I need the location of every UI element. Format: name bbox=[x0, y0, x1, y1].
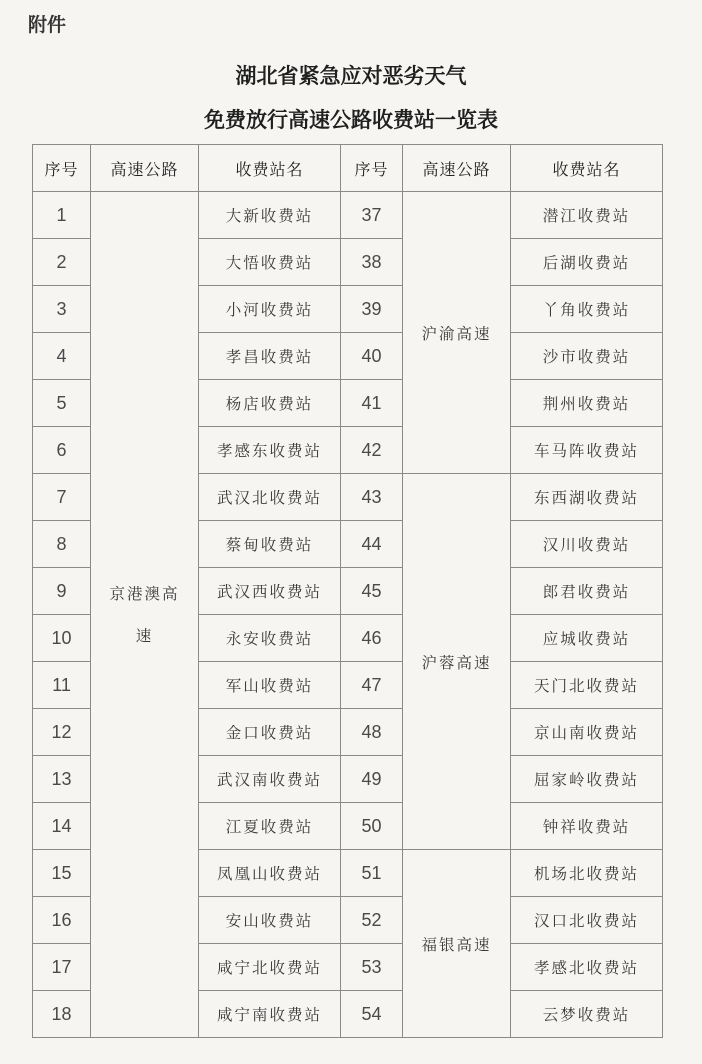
attachment-label: 附件 bbox=[28, 14, 67, 36]
header-highway-left: 高速公路 bbox=[91, 145, 199, 192]
station-name-right: 潜江收费站 bbox=[511, 192, 663, 239]
station-name-right: 沙市收费站 bbox=[511, 333, 663, 380]
station-name-left: 咸宁南收费站 bbox=[199, 991, 341, 1038]
seq-number-left: 2 bbox=[33, 239, 91, 286]
seq-number-right: 43 bbox=[341, 474, 403, 521]
station-name-right: 机场北收费站 bbox=[511, 850, 663, 897]
seq-number-right: 41 bbox=[341, 380, 403, 427]
station-name-left: 武汉南收费站 bbox=[199, 756, 341, 803]
station-name-right: 车马阵收费站 bbox=[511, 427, 663, 474]
station-name-right: 丫角收费站 bbox=[511, 286, 663, 333]
seq-number-right: 51 bbox=[341, 850, 403, 897]
seq-number-left: 7 bbox=[33, 474, 91, 521]
station-name-left: 蔡甸收费站 bbox=[199, 521, 341, 568]
station-name-left: 永安收费站 bbox=[199, 615, 341, 662]
seq-number-right: 44 bbox=[341, 521, 403, 568]
header-station-left: 收费站名 bbox=[199, 145, 341, 192]
seq-number-left: 15 bbox=[33, 850, 91, 897]
seq-number-right: 54 bbox=[341, 991, 403, 1038]
station-name-right: 应城收费站 bbox=[511, 615, 663, 662]
seq-number-left: 16 bbox=[33, 897, 91, 944]
document-title-line1: 湖北省紧急应对恶劣天气 bbox=[235, 63, 467, 88]
seq-number-left: 3 bbox=[33, 286, 91, 333]
station-name-left: 江夏收费站 bbox=[199, 803, 341, 850]
station-name-left: 凤凰山收费站 bbox=[199, 850, 341, 897]
seq-number-left: 11 bbox=[33, 662, 91, 709]
table-header-row bbox=[33, 145, 663, 192]
seq-number-right: 49 bbox=[341, 756, 403, 803]
toll-station-table bbox=[32, 144, 663, 1038]
seq-number-left: 13 bbox=[33, 756, 91, 803]
station-name-right: 后湖收费站 bbox=[511, 239, 663, 286]
table-row bbox=[33, 192, 663, 239]
header-seq-left: 序号 bbox=[33, 145, 91, 192]
station-name-left: 杨店收费站 bbox=[199, 380, 341, 427]
station-name-right: 东西湖收费站 bbox=[511, 474, 663, 521]
seq-number-right: 53 bbox=[341, 944, 403, 991]
seq-number-right: 46 bbox=[341, 615, 403, 662]
seq-number-right: 47 bbox=[341, 662, 403, 709]
station-name-right: 荆州收费站 bbox=[511, 380, 663, 427]
station-name-left: 大悟收费站 bbox=[199, 239, 341, 286]
highway-name-right: 沪蓉高速 bbox=[403, 474, 511, 850]
station-name-right: 云梦收费站 bbox=[511, 991, 663, 1038]
station-name-right: 孝感北收费站 bbox=[511, 944, 663, 991]
seq-number-right: 48 bbox=[341, 709, 403, 756]
seq-number-left: 17 bbox=[33, 944, 91, 991]
seq-number-right: 40 bbox=[341, 333, 403, 380]
seq-number-left: 14 bbox=[33, 803, 91, 850]
document-title-line2: 免费放行高速公路收费站一览表 bbox=[204, 107, 498, 132]
seq-number-left: 4 bbox=[33, 333, 91, 380]
station-name-right: 汉川收费站 bbox=[511, 521, 663, 568]
seq-number-right: 39 bbox=[341, 286, 403, 333]
station-name-right: 汉口北收费站 bbox=[511, 897, 663, 944]
header-highway-right: 高速公路 bbox=[403, 145, 511, 192]
station-name-left: 安山收费站 bbox=[199, 897, 341, 944]
seq-number-right: 50 bbox=[341, 803, 403, 850]
seq-number-left: 10 bbox=[33, 615, 91, 662]
station-name-right: 京山南收费站 bbox=[511, 709, 663, 756]
station-name-left: 武汉西收费站 bbox=[199, 568, 341, 615]
station-name-right: 屈家岭收费站 bbox=[511, 756, 663, 803]
station-name-left: 金口收费站 bbox=[199, 709, 341, 756]
station-name-right: 天门北收费站 bbox=[511, 662, 663, 709]
station-name-left: 咸宁北收费站 bbox=[199, 944, 341, 991]
station-name-left: 小河收费站 bbox=[199, 286, 341, 333]
seq-number-right: 52 bbox=[341, 897, 403, 944]
seq-number-left: 12 bbox=[33, 709, 91, 756]
seq-number-left: 9 bbox=[33, 568, 91, 615]
header-station-right: 收费站名 bbox=[511, 145, 663, 192]
highway-name-left: 京港澳高速 bbox=[91, 192, 199, 1038]
seq-number-left: 8 bbox=[33, 521, 91, 568]
seq-number-left: 6 bbox=[33, 427, 91, 474]
table-body bbox=[33, 192, 663, 1038]
station-name-left: 孝昌收费站 bbox=[199, 333, 341, 380]
station-name-left: 大新收费站 bbox=[199, 192, 341, 239]
seq-number-right: 37 bbox=[341, 192, 403, 239]
seq-number-left: 18 bbox=[33, 991, 91, 1038]
seq-number-right: 45 bbox=[341, 568, 403, 615]
station-name-left: 孝感东收费站 bbox=[199, 427, 341, 474]
station-name-left: 武汉北收费站 bbox=[199, 474, 341, 521]
seq-number-left: 1 bbox=[33, 192, 91, 239]
highway-name-right: 沪渝高速 bbox=[403, 192, 511, 474]
station-name-left: 军山收费站 bbox=[199, 662, 341, 709]
seq-number-left: 5 bbox=[33, 380, 91, 427]
header-seq-right: 序号 bbox=[341, 145, 403, 192]
seq-number-right: 38 bbox=[341, 239, 403, 286]
highway-name-right: 福银高速 bbox=[403, 850, 511, 1038]
station-name-right: 钟祥收费站 bbox=[511, 803, 663, 850]
station-name-right: 郎君收费站 bbox=[511, 568, 663, 615]
seq-number-right: 42 bbox=[341, 427, 403, 474]
